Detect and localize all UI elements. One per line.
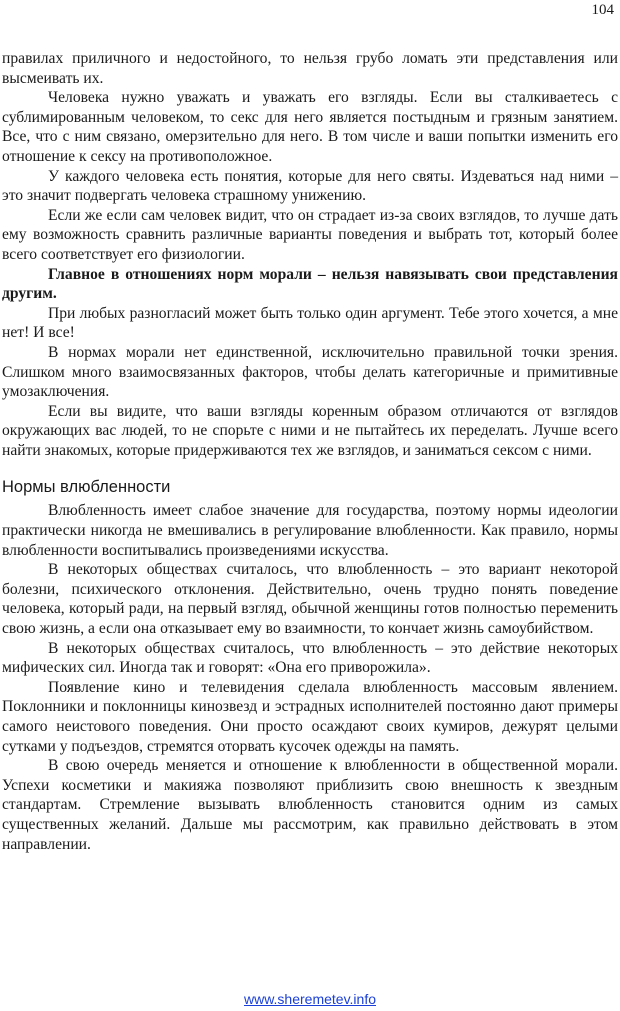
paragraph: При любых разногласий может быть только один аргумент. Тебе этого хочется, а мне нет! И все! [2,304,618,342]
paragraph: В нормах морали нет единственной, исключительно правильной точки зрения. Слишком много взаимосвязанных факторов, чтобы делать категоричные и примитивные умозаключения. [2,343,618,401]
paragraph: Влюбленность имеет слабое значение для государства, поэтому нормы идеологии практически никогда не вмешивались в регулирование влюбленности. Как правило, нормы влюбленности воспитывались произведениями искусства. [2,502,618,559]
paragraph: В некоторых обществах считалось, что влюбленность – это действие некоторых мифических сил. Иногда так и говорят: «Она его приворожила». [2,639,618,677]
paragraph: Если вы видите, что ваши взгляды коренным образом отличаются от взглядов окружающих вас людей, то не спорьте с ними и не пытайтесь их переделать. Лучше всего найти знакомых, которые придерживаются тех же взглядов, и заниматься сексом с ними. [2,402,618,459]
section-heading: Нормы влюбленности [2,478,171,497]
paragraph: В свою очередь меняется и отношение к влюбленности в общественной морали. Успехи косметики и макияжа позволяют приблизить свою внешность к звездным стандартам. Стремление вызывать влюбленность становится одним из самых существенных желаний. Дальше мы рассмотрим, как правильно действовать в этом направлении. [2,757,618,853]
footer-website-link[interactable]: www.sheremetev.info [243,991,376,1007]
paragraph: правилах приличного и недостойного, то нельзя грубо ломать эти представления или высмеивать их. [2,50,618,87]
paragraph: В некоторых обществах считалось, что влюбленность – это вариант некоторой болезни, психического отклонения. Действительно, очень трудно понять поведение человека, который ради, на первый взгляд, обычной женщины готов полностью переменить свою жизнь, а если она отказывает ему во взаимности, то кончает жизнь самоубийством. [2,561,618,638]
page-body [2,49,618,854]
paragraph: Человека нужно уважать и уважать его взгляды. Если вы сталкиваетесь с сублимированным человеком, то секс для него является постыдным и грязным занятием. Все, что с ним связано, омерзительно для него. В том числе и ваши попытки изменить его отношение к сексу на противоположное. [2,89,618,165]
paragraph: Появление кино и телевидения сделала влюбленность массовым явлением. Поклонники и поклонницы кинозвезд и эстрадных исполнителей постоянно дают примеры самого неистового поведения. Они просто осаждают своих кумиров, дежурят целыми сутками у подъездов, стремятся оторвать кусочек одежды на память. [2,678,618,755]
bold-paragraph: Главное в отношениях норм морали – нельзя навязывать свои представления другим. [2,265,618,303]
paragraph: Если же если сам человек видит, что он страдает из-за своих взглядов, то лучше дать ему возможность сравнить различные варианты поведения и выбрать тот, который более всего соответствует его физиологии. [2,206,618,263]
page-number: 104 [591,2,614,18]
paragraph: У каждого человека есть понятия, которые для него святы. Издеваться над ними – это значит подвергать человека страшному унижению. [2,167,618,205]
